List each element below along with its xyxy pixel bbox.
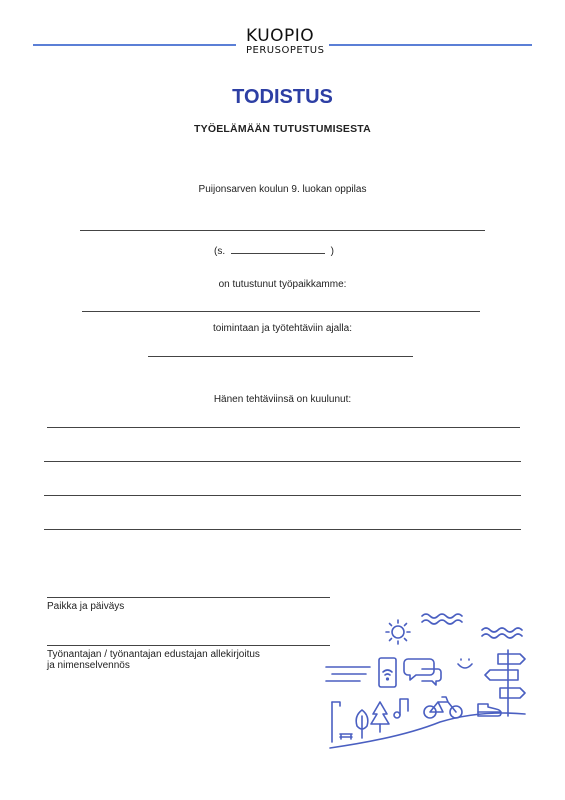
kuopio-logo xyxy=(246,26,325,57)
header-rule-left xyxy=(33,44,236,46)
tasks-line-2[interactable] xyxy=(44,461,521,462)
bicycle-icon xyxy=(424,697,462,718)
signer-label-line2: ja nimenselvennös xyxy=(47,660,130,671)
place-date-line[interactable] xyxy=(47,597,330,598)
tasks-label: Hänen tehtäviinsä on kuulunut: xyxy=(213,394,352,405)
intro-text: Puijonsarven koulun 9. luokan oppilas xyxy=(198,184,367,195)
header-rule-right xyxy=(329,44,532,46)
city-life-illustration xyxy=(322,612,527,757)
birth-date-row xyxy=(214,244,364,257)
pine-tree-icon xyxy=(371,702,389,732)
phone-icon xyxy=(379,658,396,687)
tree-icon xyxy=(356,710,368,738)
music-note-icon xyxy=(394,699,408,718)
workplace-label: on tutustunut työpaikkamme: xyxy=(218,279,347,290)
signer-line[interactable] xyxy=(47,645,330,646)
birth-date-line[interactable] xyxy=(231,244,325,254)
cloud-icon-right xyxy=(482,628,522,638)
birth-close: ) xyxy=(330,246,335,257)
logo-sub-text: PERUSOPETUS xyxy=(246,45,325,56)
signpost-icon xyxy=(485,650,525,716)
logo-main-text: KUOPIO xyxy=(246,26,315,46)
bench-icon xyxy=(340,734,352,739)
birth-open: (s. xyxy=(214,246,226,257)
cloud-icon xyxy=(422,614,462,624)
street-lamp-icon xyxy=(332,702,340,742)
period-line[interactable] xyxy=(148,356,413,357)
document-subtitle: TYÖELÄMÄÄN TUTUSTUMISESTA xyxy=(194,123,371,135)
place-date-label: Paikka ja päiväys xyxy=(47,601,125,612)
student-name-line[interactable] xyxy=(80,230,485,231)
document-title: TODISTUS xyxy=(232,86,333,108)
workplace-line[interactable] xyxy=(82,311,480,312)
tasks-line-3[interactable] xyxy=(44,495,521,496)
tasks-line-4[interactable] xyxy=(44,529,521,530)
chat-icon xyxy=(404,659,441,685)
smile-icon xyxy=(458,659,472,668)
sun-icon xyxy=(386,620,410,644)
tasks-line-1[interactable] xyxy=(47,427,520,428)
speed-lines-icon xyxy=(326,667,370,681)
period-label: toimintaan ja työtehtäviin ajalla: xyxy=(213,323,352,334)
signer-label-line1: Työnantajan / työnantajan edustajan allekirjoitus xyxy=(47,649,260,660)
